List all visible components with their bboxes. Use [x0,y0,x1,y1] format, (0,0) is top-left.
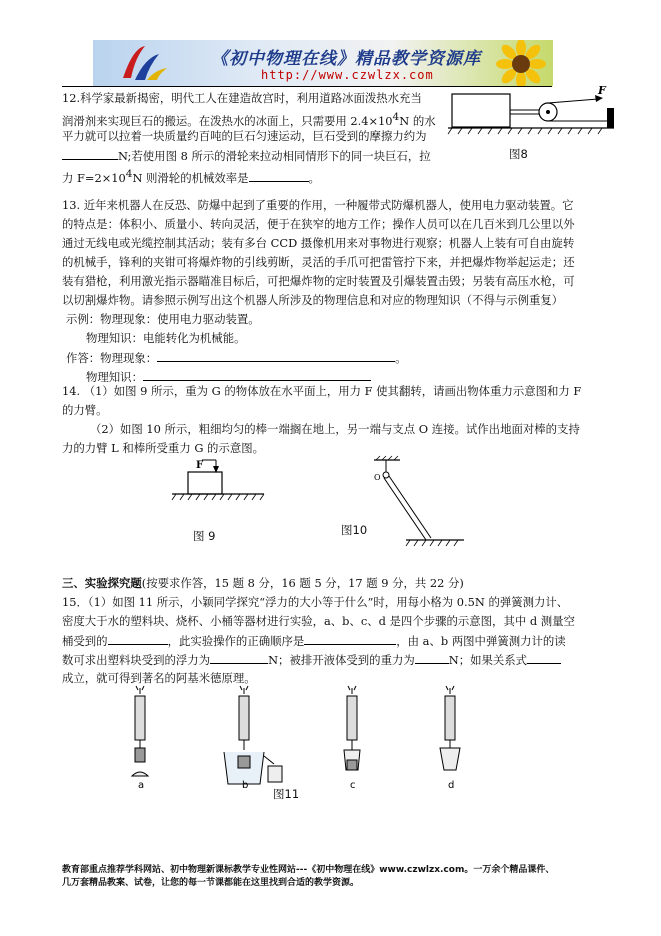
figure-9-caption: 图 9 [193,529,216,543]
q14-line3: （2）如图 10 所示，粗细均匀的棒一端搁在地上，另一端与支点 O 连接。试作出地面对棒的支持 [90,422,580,436]
q14-line2: 的力臂。 [62,403,108,417]
q15-blank-buoyancy[interactable] [210,650,268,664]
q13-answer-phenomenon: 作答：物理现象： 。 [66,348,407,369]
q13-line: 通过无线电或光缆控制其活动；装有多台 CCD 摄像机用来对事物进行观察；机器人上装有可自由旋转 [62,236,575,250]
figure-10-caption: 图10 [341,523,368,537]
figure-9-block [172,460,272,506]
site-logo-icon [115,42,171,84]
q13-line: 装有猎枪，利用激光指示器瞄准目标后，可把爆炸物的定时装置及引爆装置击毁；另装有高压水枪，可 [62,274,575,288]
q13-blank-phenomenon[interactable] [157,348,395,362]
q13-line: 以切割爆炸物。请参照示例写出这个机器人所涉及的物理信息和对应的物理知识（不得与示例重复） [62,293,564,307]
fig11-step-d [440,686,460,770]
fig11-label-d: d [448,780,455,791]
fig11-step-b [224,686,282,784]
figure-11-caption: 图11 [273,787,300,801]
q15-blank-order[interactable] [304,631,396,645]
section-3-heading: 三、实验探究题 [62,576,142,590]
section-3-note: (按要求作答，15 题 8 分，16 题 5 分，17 题 9 分，共 22 分) [141,576,464,590]
q15-blank-displaced-weight[interactable] [415,650,449,664]
q15-line1: 15．（1）如图 11 所示，小颖同学探究“浮力的大小等于什么”时，用每小格为 0.5N 的弹簧测力计、 [62,595,569,609]
sunflower-icon [495,40,547,86]
q15-line3: 桶受到的 ，此实验操作的正确顺序是 ，由 a、b 两图中弹簧测力计的读 [62,631,566,652]
q12-line3: 平力就可以拉着一块质量约百吨的巨石匀速运动，巨石受到的摩擦力约为 [62,129,427,143]
q12-blank-friction[interactable] [62,146,118,160]
q12-line1: 12.科学家最新揭密，明代工人在建造故宫时，利用道路冰面泼热水充当 [62,91,422,105]
q13-example-phenomenon: 示例：物理现象：使用电力驱动装置。 [66,312,260,326]
figure-11-experiment [118,684,478,790]
fig8-force-label: F [598,84,606,97]
q15-line4: 数可求出塑料块受到的浮力为 N；被排开液体受到的重力为 N；如果关系式 [62,650,561,671]
q15-line2: 密度大于水的塑料块、烧杯、小桶等器材进行实验，a、b、c、d 是四个步骤的示意图，其中 d 测量空 [62,614,575,628]
header-banner [93,40,553,86]
figure-8-pulley [448,86,616,138]
footer-line1: 教育部重点推荐学科网站、初中物理新课标教学专业性网站---《初中物理在线》www.czwlzx.com。一万余个精品课件、 [62,865,555,875]
q15-blank-empty-bucket[interactable] [108,631,168,645]
banner-url[interactable]: http://www.czwlzx.com [261,68,434,82]
q15-blank-relation[interactable] [527,650,561,664]
q13-blank-knowledge[interactable] [143,367,371,381]
q12-blank-efficiency[interactable] [249,168,309,182]
fig9-force-label: F [196,460,204,471]
fig11-step-c [344,686,360,770]
q14-line1: 14. （1）如图 9 所示，重为 G 的物体放在水平面上，用力 F 使其翻转，请画出物体重力示意图和力 F [62,384,582,398]
footer-line2: 几万套精品教案、试卷，让您的每一节课都能在这里找到合适的教学资源。 [62,878,360,888]
q15-line5: 成立，就可得到著名的阿基米德原理。 [62,671,256,685]
fig11-label-a: a [138,780,145,791]
fig11-label-c: c [350,780,356,791]
q13-line: 的特点是：体积小、质量小、转向灵活，便于在狭窄的地方工作；操作人员可以在几百米到几公里以外 [62,217,575,231]
q13-line: 13. 近年来机器人在反恐、防爆中起到了重要的作用，一种履带式防爆机器人，使用电力驱动装置。它 [62,198,574,212]
q13-line: 的机械手，锋利的夹钳可将爆炸物的引线剪断，灵活的手爪可把雷管拧下来，并把爆炸物举起运走；还 [62,255,575,269]
q12-line2: 润滑剂来实现巨石的搬运。在泼热水的冰面上，只需要用 $2.4\times 10^4N$ 的水 [62,111,436,128]
figure-8-caption: 图8 [509,147,528,161]
fig10-pivot-label: O [374,473,381,482]
q13-answer-knowledge: 物理知识： [86,367,371,388]
figure-10-rod [368,456,468,548]
fig11-label-b: b [242,780,249,791]
q12-line5: 力 $F=2\times 10^4N$ 则滑轮的机械效率是 。 [62,168,320,185]
q14-line4: 力的力臂 L 和棒所受重力 G 的示意图。 [62,441,265,455]
section-3-header [62,574,464,594]
banner-title: 《初中物理在线》精品教学资源库 [211,49,481,69]
q13-example-knowledge: 物理知识：电能转化为机械能。 [86,331,246,345]
q12-line4: N;若使用图 8 所示的滑轮来拉动相同情形下的同一块巨石，拉 [62,146,431,167]
fig11-step-a [132,686,148,776]
